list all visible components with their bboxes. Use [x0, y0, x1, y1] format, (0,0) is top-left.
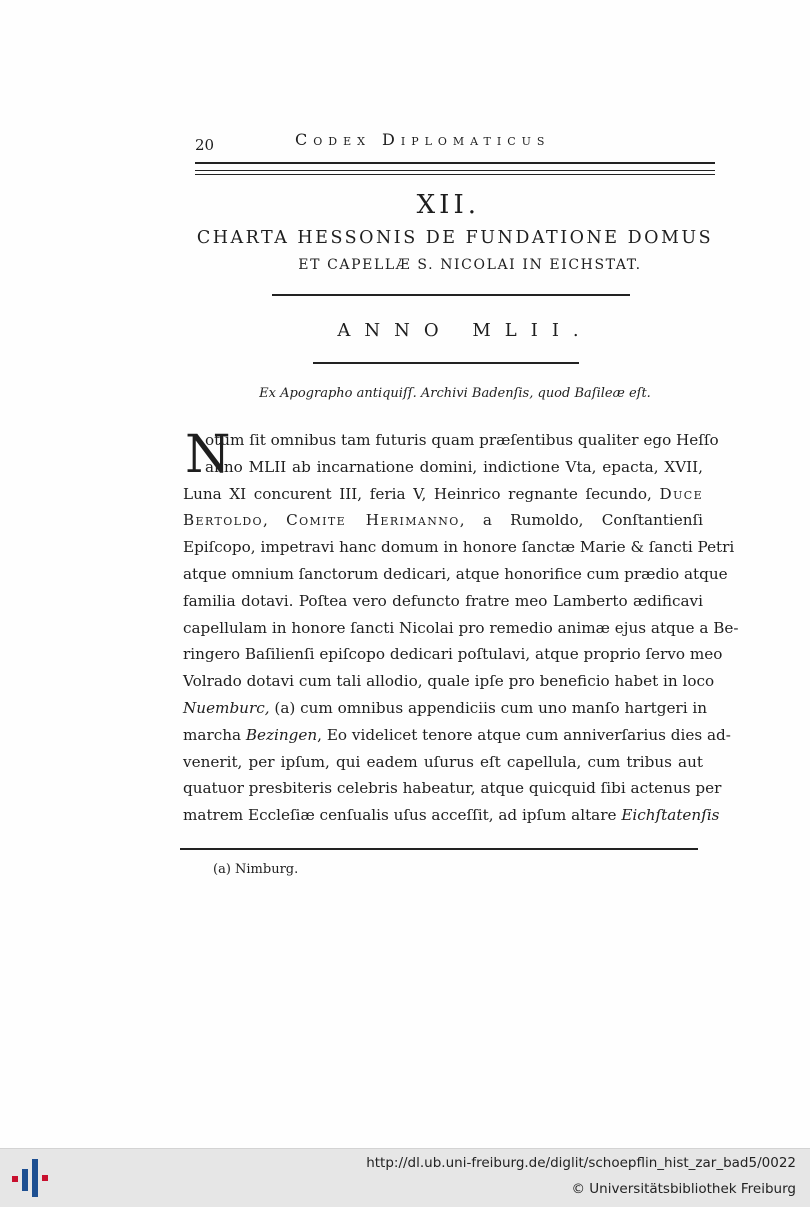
- text-run: otum ſit omnibus tam futuris quam præſentibus qualiter ego Heſſo: [205, 431, 719, 449]
- running-header: [195, 130, 715, 156]
- anno-rule: [313, 362, 579, 364]
- text-line: [183, 775, 722, 802]
- text-line: [183, 534, 735, 561]
- text-run: atque omnium ſanctorum dedicari, atque honorifice cum prædio atque: [183, 564, 728, 583]
- text-run: matrem Eccleſiæ cenſualis uſus acceſſit, ad ipſum altare: [183, 806, 622, 825]
- text-line: [183, 454, 703, 481]
- text-run: familia dotavi. Poſtea vero defuncto fratre meo Lamberto ædificavi: [183, 591, 703, 610]
- source-note: Ex Apographo antiquiſſ. Archivi Badenſis, quod Baſileæ eſt.: [259, 386, 651, 401]
- ub-freiburg-logo-icon[interactable]: [10, 1155, 54, 1199]
- header-rule-thin: [195, 170, 715, 171]
- text-line: [183, 668, 715, 695]
- text-run: , Eo videlicet tenore atque cum anniverſarius dies ad-: [317, 725, 731, 744]
- text-run: ,: [262, 511, 287, 530]
- running-title: Codex Diplomaticus: [295, 130, 551, 149]
- text-line: [183, 722, 731, 749]
- text-run: Bezingen: [245, 725, 318, 744]
- text-line: [183, 802, 720, 829]
- drop-cap: N: [185, 425, 231, 485]
- footnote: (a) Nimburg.: [213, 862, 299, 877]
- text-run: Luna XI concurent III, feria V, Heinrico regnante ſecundo,: [183, 484, 660, 503]
- text-run: venerit, per ipſum, qui eadem uſurus eſt capellula, cum tribus aut: [183, 752, 703, 771]
- text-line: [183, 588, 703, 615]
- text-run: Duce: [659, 484, 703, 503]
- charter-text: [183, 425, 739, 829]
- header-rule-thin-2: [195, 174, 715, 175]
- text-run: ringero Baſilienſi epiſcopo dedicari poſtulavi, atque proprio ſervo meo: [183, 645, 723, 664]
- text-run: capellulam in honore ſancti Nicolai pro remedio animæ ejus atque a Be-: [183, 618, 739, 637]
- text-run: Nuemburc,: [183, 698, 270, 717]
- text-run: Bertoldo: [183, 511, 263, 530]
- text-line: [183, 561, 728, 588]
- text-run: Eichſtatenſis: [621, 806, 720, 825]
- text-run: quatuor presbiteris celebris habeatur, atque quicquid ſibi actenus per: [183, 779, 722, 798]
- document-title-line-2: ET CAPELLÆ S. NICOLAI IN EICHSTAT.: [298, 257, 642, 273]
- text-line: [183, 481, 703, 508]
- text-line: [183, 615, 739, 642]
- text-run: anno MLII ab incarnatione domini, indictione Vta, epacta, XVII,: [205, 457, 703, 476]
- text-line: [183, 427, 719, 454]
- page-number: 20: [195, 136, 215, 154]
- title-rule: [272, 294, 630, 296]
- text-line: [183, 507, 703, 534]
- header-rule-thick: [195, 162, 715, 164]
- document-number: XII.: [416, 190, 480, 220]
- anno-heading: ANNO MLII.: [337, 320, 593, 341]
- permalink-url[interactable]: http://dl.ub.uni-freiburg.de/diglit/schoepflin_hist_zar_bad5/0022: [366, 1155, 796, 1171]
- copyright-text: © Universitätsbibliothek Freiburg: [571, 1181, 796, 1197]
- text-run: Comite Herimanno: [286, 511, 460, 530]
- text-run: Volrado dotavi cum tali allodio, quale ipſe pro beneficio habet in loco: [183, 672, 715, 691]
- text-line: [183, 695, 708, 722]
- text-line: [183, 641, 723, 668]
- text-run: Epiſcopo, impetravi hanc domum in honore ſanctæ Marie & ſancti Petri: [183, 538, 735, 557]
- text-run: marcha: [183, 725, 246, 744]
- footnote-rule: [180, 848, 698, 850]
- document-title-line-1: CHARTA HESSONIS DE FUNDATIONE DOMUS: [196, 228, 714, 248]
- text-run: , a Rumoldo, Conſtantienſi: [459, 511, 704, 530]
- library-footer: [0, 1148, 810, 1207]
- text-run: (a) cum omnibus appendiciis cum uno manſo hartgeri in: [269, 698, 708, 717]
- text-line: [183, 749, 703, 776]
